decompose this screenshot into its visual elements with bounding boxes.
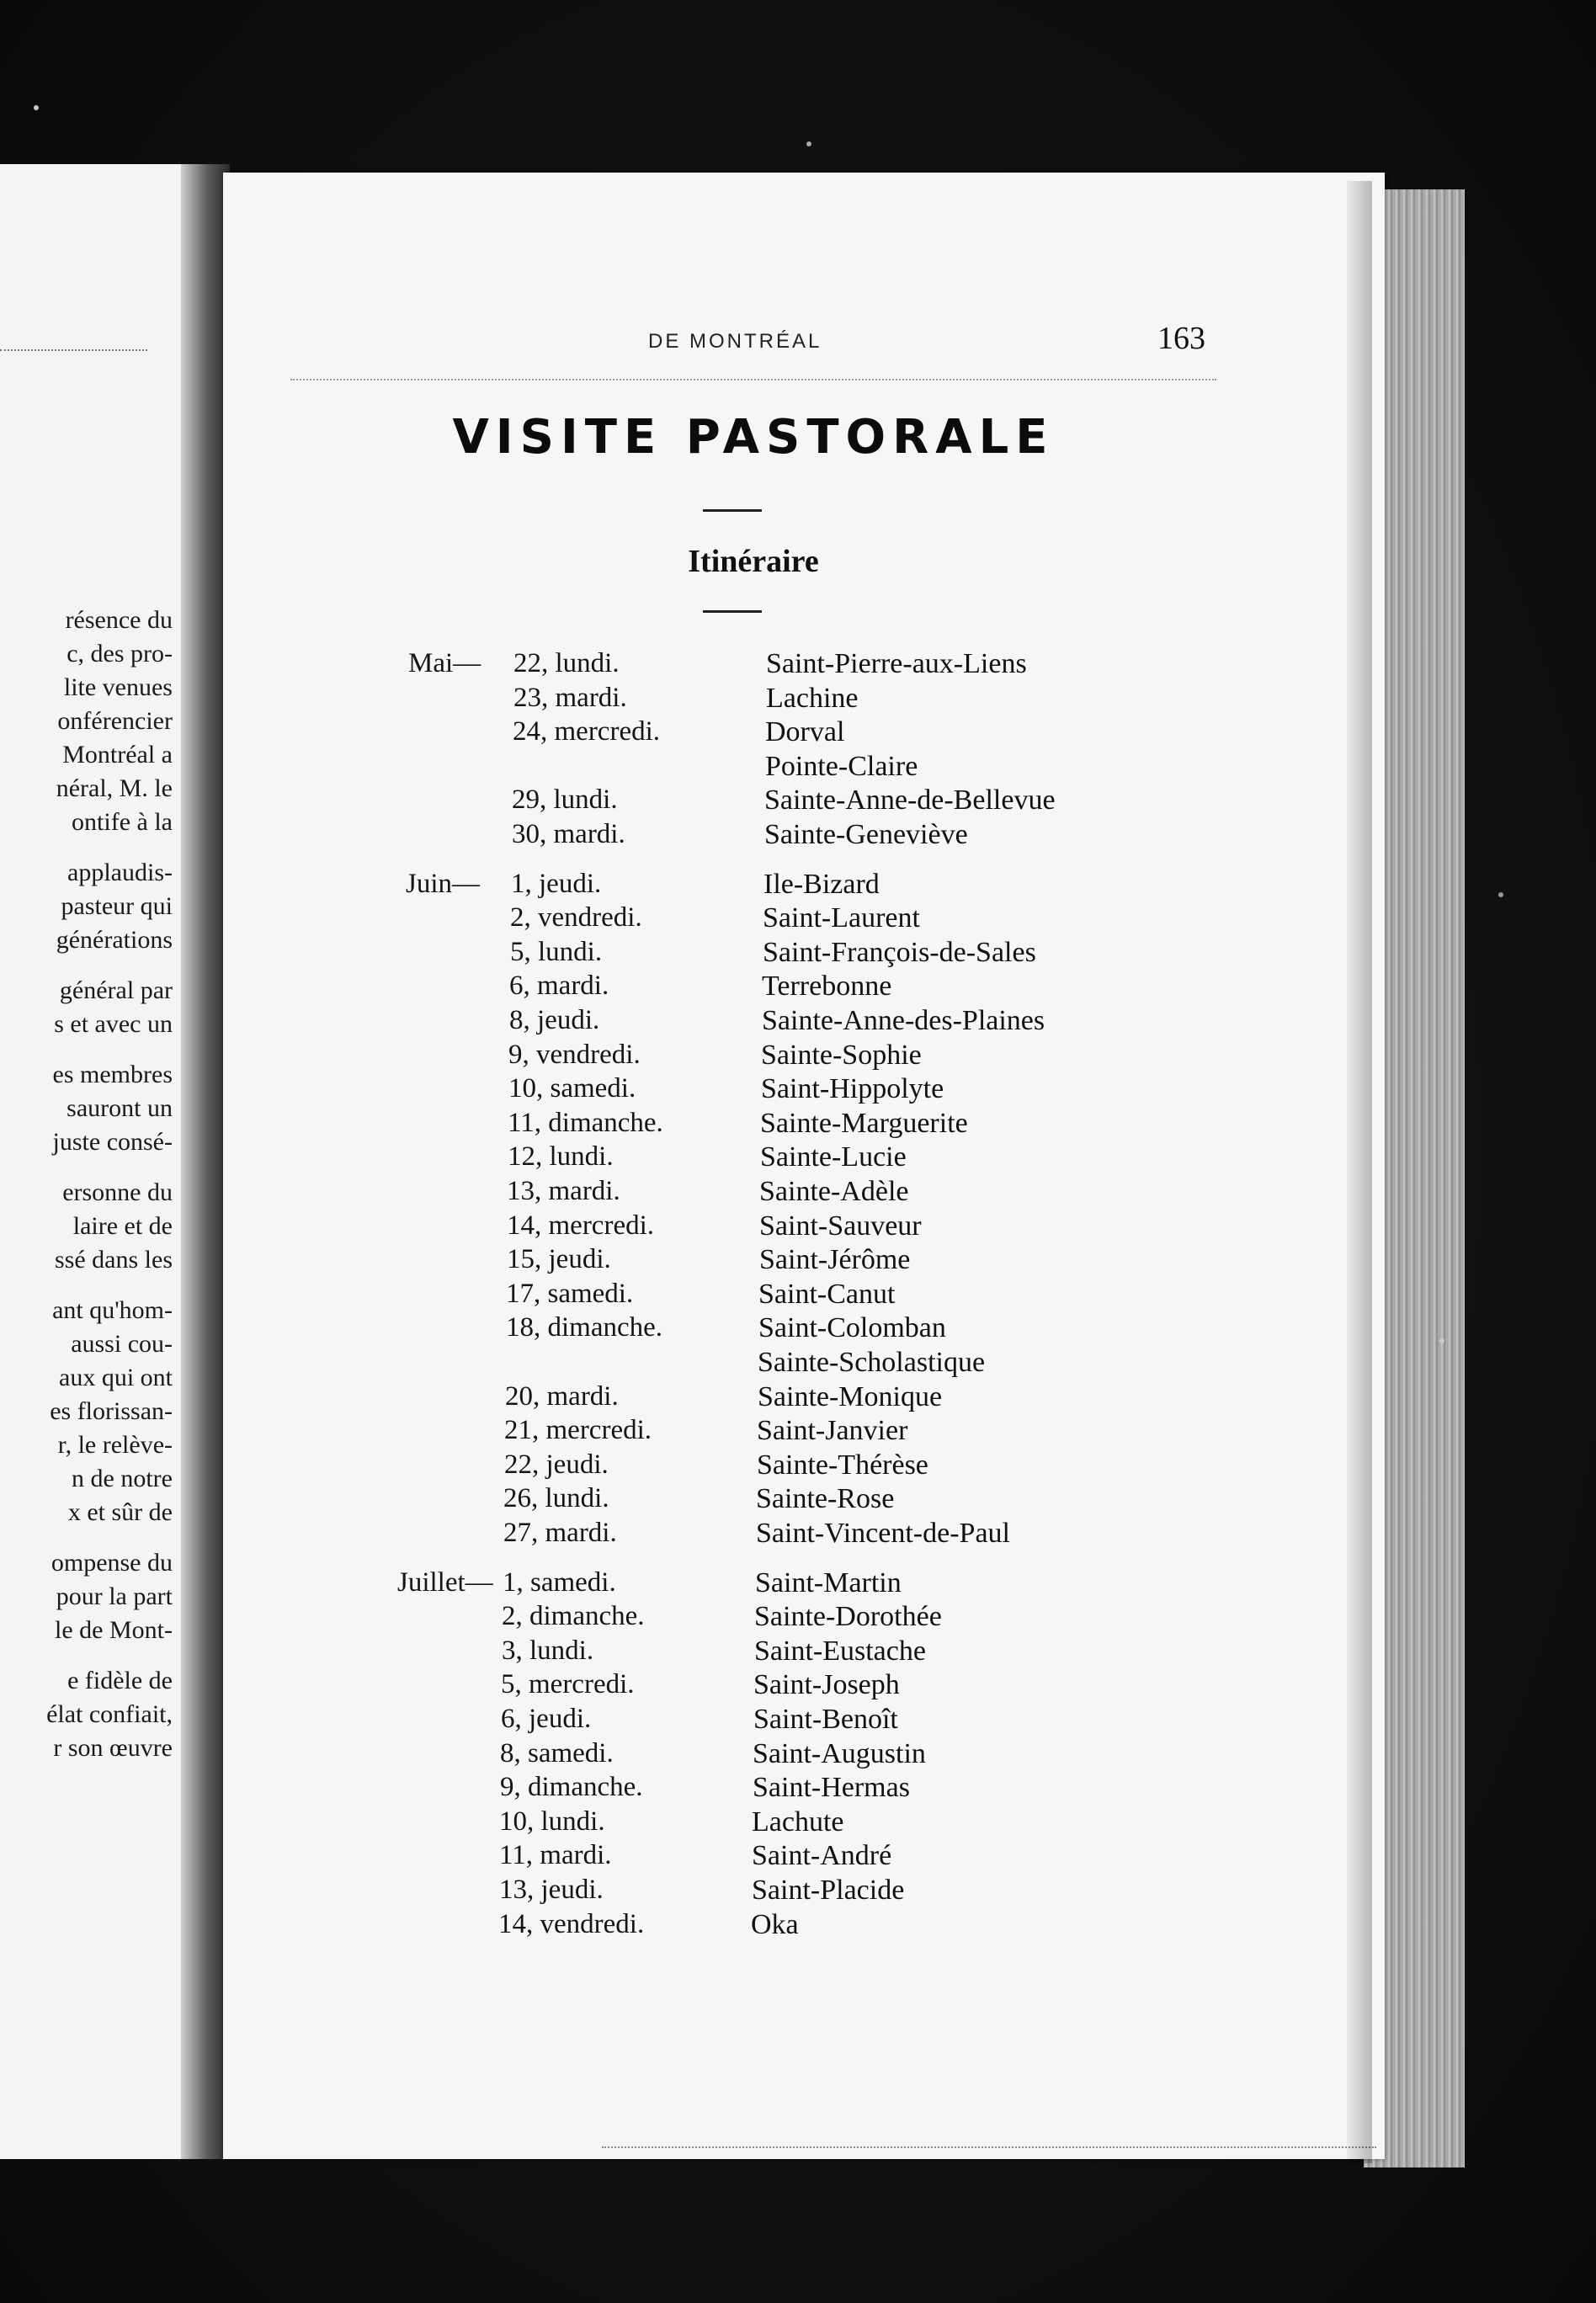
- itinerary-parish: Sainte-Adèle: [759, 1176, 909, 1207]
- itinerary-row: [223, 648, 1385, 682]
- previous-page-line: e fidèle de: [67, 1667, 173, 1694]
- running-header: [223, 320, 1385, 362]
- itinerary-date: 8, jeudi.: [509, 1005, 600, 1035]
- itinerary-parish: Saint-Hippolyte: [761, 1073, 944, 1105]
- itinerary-row: [223, 1210, 1385, 1244]
- itinerary-date: 1, samedi.: [503, 1566, 616, 1598]
- itinerary-row: [223, 819, 1385, 853]
- itinerary-parish: Saint-Joseph: [753, 1669, 900, 1701]
- itinerary-row: [223, 1347, 1385, 1380]
- itinerary-parish: Saint-François-de-Sales: [763, 936, 1036, 968]
- previous-page-line: c, des pro-: [66, 640, 173, 667]
- itinerary-row: [223, 1636, 1385, 1669]
- itinerary-parish: Sainte-Geneviève: [764, 819, 968, 850]
- itinerary-date: 8, samedi.: [500, 1737, 614, 1768]
- itinerary-date: 10, samedi.: [508, 1073, 636, 1104]
- itinerary-row: [223, 1312, 1385, 1346]
- itinerary-parish: Ile-Bizard: [763, 868, 880, 900]
- previous-page-line: pasteur qui: [61, 892, 173, 920]
- itinerary-row: [223, 1875, 1385, 1908]
- itinerary-month: Juin—: [406, 868, 481, 899]
- itinerary-parish: Pointe-Claire: [765, 750, 918, 782]
- scan-speck: [34, 105, 39, 110]
- itinerary-parish: Sainte-Dorothée: [754, 1601, 942, 1633]
- scan-speck: [1498, 892, 1503, 897]
- itinerary-row: [223, 971, 1385, 1004]
- itinerary-parish: Sainte-Rose: [756, 1483, 895, 1515]
- itinerary-parish: Saint-Jérôme: [759, 1244, 911, 1276]
- itinerary-date: 11, dimanche.: [508, 1107, 663, 1138]
- itinerary-parish: Saint-André: [752, 1840, 892, 1872]
- itinerary-parish: Terrebonne: [762, 971, 892, 1003]
- itinerary-date: 5, lundi.: [510, 936, 603, 967]
- previous-page-line: x et sûr de: [67, 1498, 173, 1526]
- itinerary-date: 5, mercredi.: [501, 1669, 635, 1700]
- itinerary-date: 2, vendredi.: [510, 902, 642, 933]
- itinerary-row: [223, 1040, 1385, 1073]
- itinerary-month: Mai—: [408, 648, 481, 678]
- itinerary-date: 26, lundi.: [503, 1483, 609, 1514]
- itinerary-month: Juillet—: [397, 1566, 493, 1598]
- itinerary-date: 2, dimanche.: [502, 1601, 645, 1632]
- itinerary-date: 17, samedi.: [506, 1278, 634, 1309]
- itinerary-parish: Sainte-Thérèse: [757, 1449, 928, 1481]
- itinerary-parish: Saint-Sauveur: [759, 1210, 922, 1242]
- itinerary-row: [223, 1772, 1385, 1806]
- itinerary-parish: Sainte-Marguerite: [760, 1107, 968, 1139]
- previous-page-line: es florissan-: [50, 1397, 173, 1425]
- itinerary-date: 15, jeudi.: [507, 1244, 611, 1275]
- previous-page-line: r son œuvre: [53, 1734, 173, 1762]
- itinerary-date: 22, lundi.: [513, 648, 620, 678]
- page-163: [223, 173, 1385, 2159]
- itinerary-date: 11, mardi.: [499, 1840, 612, 1871]
- previous-page-line: aux qui ont: [59, 1364, 173, 1391]
- itinerary-date: 14, vendredi.: [498, 1908, 645, 1939]
- itinerary-row: [223, 1806, 1385, 1840]
- itinerary-parish: Sainte-Scholastique: [758, 1347, 986, 1378]
- page-number: 163: [1157, 321, 1205, 356]
- itinerary-parish: Saint-Pierre-aux-Liens: [766, 648, 1027, 679]
- page-subtitle: Itinéraire: [688, 544, 819, 579]
- itinerary-row: [223, 1483, 1385, 1517]
- previous-page-line: ant qu'hom-: [52, 1296, 173, 1324]
- itinerary-parish: Saint-Colomban: [758, 1312, 946, 1344]
- itinerary-parish: Saint-Vincent-de-Paul: [756, 1518, 1010, 1549]
- itinerary-parish: Sainte-Anne-de-Bellevue: [764, 785, 1056, 816]
- itinerary-row: [223, 1567, 1385, 1601]
- previous-page-line: n de notre: [72, 1465, 173, 1492]
- itinerary-date: 21, mercredi.: [504, 1415, 652, 1446]
- itinerary-parish: Saint-Eustache: [754, 1635, 926, 1667]
- itinerary-row: [223, 1381, 1385, 1415]
- itinerary-parish: Saint-Canut: [758, 1278, 896, 1310]
- itinerary-parish: Sainte-Lucie: [760, 1141, 907, 1173]
- itinerary-row: [223, 1840, 1385, 1874]
- previous-page-line: s et avec un: [54, 1010, 173, 1038]
- itinerary-date: 6, mardi.: [509, 971, 609, 1002]
- itinerary-date: 29, lundi.: [512, 785, 618, 816]
- previous-page-line: Montréal a: [62, 741, 173, 769]
- itinerary-parish: Lachine: [766, 682, 859, 714]
- itinerary-row: [223, 1601, 1385, 1635]
- itinerary-parish: Saint-Hermas: [753, 1772, 910, 1804]
- header-title: DE MONTRÉAL: [648, 330, 822, 353]
- previous-page-line: applaudis-: [67, 859, 173, 886]
- itinerary-row: [223, 751, 1385, 785]
- previous-page-line: néral, M. le: [56, 774, 173, 802]
- previous-page-line: sauront un: [66, 1094, 173, 1122]
- itinerary-date: 9, dimanche.: [500, 1772, 643, 1803]
- itinerary-row: [223, 869, 1385, 902]
- subtitle-divider: [703, 610, 762, 613]
- previous-page-line: onférencier: [57, 707, 173, 735]
- itinerary-parish: Saint-Benoît: [753, 1704, 898, 1735]
- previous-page-line: générations: [56, 926, 173, 954]
- itinerary-row: [223, 1738, 1385, 1772]
- itinerary-parish: Sainte-Anne-des-Plaines: [762, 1005, 1045, 1036]
- itinerary-parish: Saint-Martin: [755, 1566, 902, 1598]
- itinerary-date: 18, dimanche.: [506, 1312, 663, 1343]
- itinerary-row: [223, 1108, 1385, 1141]
- header-rule: [290, 379, 1216, 380]
- itinerary-row: [223, 902, 1385, 936]
- itinerary-row: [223, 1005, 1385, 1039]
- itinerary-row: [223, 1518, 1385, 1551]
- page-title: VISITE PASTORALE: [452, 410, 1055, 465]
- previous-page-line: pour la part: [56, 1582, 173, 1610]
- itinerary-row: [223, 1141, 1385, 1175]
- page-edge-shadow: [1347, 181, 1372, 2163]
- previous-page-line: lite venues: [63, 673, 173, 701]
- itinerary-date: 6, jeudi.: [501, 1704, 592, 1734]
- itinerary-date: 13, jeudi.: [499, 1875, 604, 1905]
- itinerary-row: [223, 1176, 1385, 1210]
- itinerary-date: 24, mercredi.: [513, 716, 661, 747]
- itinerary-parish: Lachute: [752, 1806, 844, 1838]
- itinerary-parish: Saint-Janvier: [757, 1415, 908, 1447]
- previous-page-line: aussi cou-: [71, 1330, 173, 1358]
- itinerary-date: 13, mardi.: [507, 1176, 620, 1206]
- itinerary-date: 20, mardi.: [505, 1380, 619, 1412]
- scan-speck: [806, 141, 811, 146]
- itinerary-row: [223, 683, 1385, 716]
- itinerary-row: [223, 1279, 1385, 1312]
- itinerary-date: 27, mardi.: [503, 1518, 617, 1548]
- itinerary-row: [223, 1669, 1385, 1703]
- previous-page: [0, 164, 206, 2159]
- previous-page-line: ssé dans les: [55, 1246, 173, 1274]
- itinerary-row: [223, 785, 1385, 818]
- itinerary-row: [223, 1415, 1385, 1449]
- previous-page-line: résence du: [65, 606, 173, 634]
- itinerary-row: [223, 1449, 1385, 1483]
- itinerary-row: [223, 1704, 1385, 1737]
- itinerary-date: 3, lundi.: [502, 1635, 594, 1666]
- itinerary-date: 12, lundi.: [508, 1141, 614, 1173]
- itinerary-date: 22, jeudi.: [504, 1449, 609, 1480]
- itinerary-row: [223, 1909, 1385, 1943]
- previous-page-line: le de Mont-: [55, 1616, 173, 1644]
- itinerary-parish: Oka: [751, 1908, 799, 1940]
- previous-page-line: r, le relève-: [57, 1431, 173, 1459]
- itinerary-row: [223, 716, 1385, 750]
- itinerary-date: 9, vendredi.: [508, 1039, 641, 1070]
- itinerary-parish: Sainte-Sophie: [761, 1039, 922, 1071]
- previous-page-line: ersonne du: [62, 1178, 173, 1206]
- itinerary-date: 23, mardi.: [513, 682, 627, 713]
- itinerary-parish: Saint-Placide: [752, 1875, 905, 1906]
- title-divider: [703, 509, 762, 512]
- previous-page-line: ontife à la: [72, 808, 173, 836]
- itinerary-parish: Saint-Laurent: [763, 902, 920, 934]
- previous-page-line: juste consé-: [52, 1128, 173, 1156]
- footer-rule: [602, 2146, 1376, 2148]
- itinerary-row: [223, 1073, 1385, 1107]
- previous-page-line: laire et de: [72, 1212, 173, 1240]
- itinerary-date: 10, lundi.: [499, 1806, 605, 1837]
- itinerary-row: [223, 937, 1385, 971]
- itinerary-parish: Saint-Augustin: [753, 1737, 926, 1769]
- itinerary-parish: Sainte-Monique: [758, 1380, 943, 1412]
- scan-speck: [1439, 1338, 1444, 1343]
- itinerary-parish: Dorval: [765, 716, 845, 748]
- previous-page-line: élat confiait,: [46, 1700, 173, 1728]
- previous-page-line: ompense du: [51, 1549, 173, 1577]
- previous-page-rule: [0, 349, 147, 351]
- previous-page-line: général par: [59, 976, 173, 1004]
- itinerary-date: 1, jeudi.: [511, 868, 602, 899]
- previous-page-line: es membres: [52, 1061, 173, 1088]
- itinerary-row: [223, 1244, 1385, 1278]
- itinerary-date: 14, mercredi.: [507, 1210, 655, 1241]
- itinerary-date: 30, mardi.: [512, 819, 625, 849]
